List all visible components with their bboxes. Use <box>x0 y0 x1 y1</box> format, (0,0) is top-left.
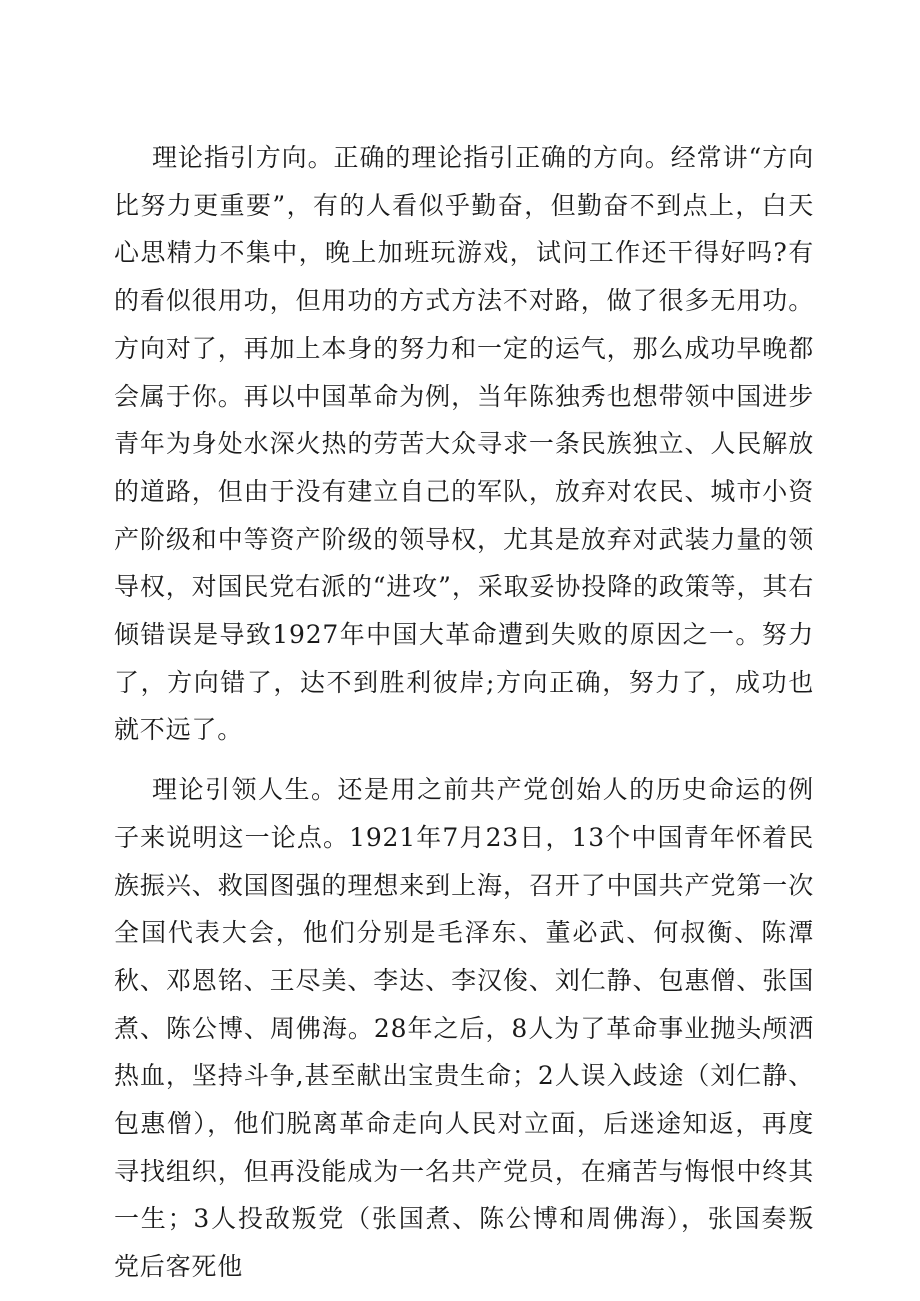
document-body <box>114 134 814 1291</box>
paragraph-theory-direction: 理论指引方向。正确的理论指引正确的方向。经常讲“方向比努力更重要”，有的人看似乎勤奋，但勤奋不到点上，白天心思精力不集中，晚上加班玩游戏，试问工作还干得好吗?有的看似很用功，但用功的方式方法不对路，做了很多无用功。方向对了，再加上本身的努力和一定的运气，那么成功早晚都会属于你。再以中国革命为例，当年陈独秀也想带领中国进步青年为身处水深火热的劳苦大众寻求一条民族独立、人民解放的道路，但由于没有建立自己的军队，放弃对农民、城市小资产阶级和中等资产阶级的领导权，尤其是放弃对武装力量的领导权，对国民党右派的“进攻”，采取妥协投降的政策等，其右倾错误是导致1927年中国大革命遭到失败的原因之一。努力了，方向错了，达不到胜利彼岸;方向正确，努力了，成功也就不远了。 <box>114 143 814 745</box>
paragraph-theory-life: 理论引领人生。还是用之前共产党创始人的历史命运的例子来说明这一论点。1921年7月23日，13个中国青年怀着民族振兴、救国图强的理想来到上海，召开了中国共产党第一次全国代表大会，他们分别是毛泽东、董必武、何叔衡、陈潭秋、邓恩铭、王尽美、李达、李汉俊、刘仁静、包惠僧、张国煮、陈公博、周佛海。28年之后，8人为了革命事业抛头颅洒热血，坚持斗争,甚至献出宝贵生命；2人误入歧途（刘仁静、包惠僧），他们脱离革命走向人民对立面，后迷途知返，再度寻找组织，但再没能成为一名共产党员，在痛苦与悔恨中终其一生；3人投敌叛党（张国煮、陈公博和周佛海），张国奏叛党后客死他 <box>114 775 814 1282</box>
